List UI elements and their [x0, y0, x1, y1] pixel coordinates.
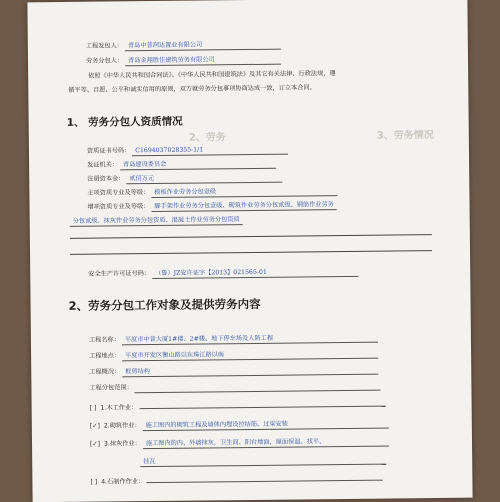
item4-label: 4.石制作作业： — [101, 478, 145, 486]
safety-value: （鲁）JZ安许证字【2013】021565-01 — [152, 267, 358, 279]
item4-checkbox[interactable]: [ ] — [90, 478, 98, 486]
item3-value-2: 挂瓦 — [140, 455, 386, 468]
project-site-row — [89, 349, 378, 362]
intro-line-2: 循平等、自愿、公平和诚实信用的原则，双方就劳务分包事项协商达成一致，订立本合同。 — [68, 84, 316, 94]
item2-checkbox[interactable]: [✓] — [89, 422, 100, 430]
project-site-label: 工程地点： — [89, 352, 121, 360]
item1-value — [139, 406, 385, 410]
project-name-row — [89, 333, 378, 346]
project-summary-label: 工程概况： — [89, 368, 121, 376]
issuer-label: 发证机关： — [87, 161, 119, 169]
subcontractor-label: 劳务分包人： — [85, 57, 124, 65]
project-name-value: 平度市中普大厦1#楼、2#楼、地下停车场及人防工程 — [122, 333, 378, 346]
item2-value: 施工图内的砌筑工程及墙体内埋设拉结筋、过梁安装 — [143, 419, 389, 432]
ghost-text-right: 3、劳务情况 — [376, 130, 434, 142]
scope-item-1 — [90, 401, 386, 413]
section2-title: 2、劳务分包工作对象及提供劳务内容 — [68, 296, 261, 313]
scope-item-2 — [90, 419, 389, 432]
issuer-row — [87, 159, 276, 171]
contract-page — [27, 0, 472, 502]
scope-item-3-cont — [140, 455, 386, 468]
item2-label: 2.砌筑作业： — [103, 422, 141, 430]
subcontractor-value: 青岛金翔胜佳建筑劳务有限公司 — [125, 55, 281, 67]
scope-row — [89, 381, 380, 394]
project-summary-value: 框剪结构 — [122, 365, 378, 378]
main-qual-label: 主项资质专业及等级： — [87, 189, 150, 197]
main-qual-value: 模板作业劳务分包壹级 — [151, 186, 337, 198]
extra-qual-label: 增项资质专业及等级： — [87, 203, 150, 211]
item1-checkbox[interactable]: [ ] — [89, 404, 97, 412]
cert-no-value: C1694037028355-1/1 — [132, 145, 288, 157]
item1-label: 1.木工作业： — [100, 404, 138, 412]
blank-line-1 — [70, 234, 432, 239]
capital-value: 贰佰万元 — [126, 173, 282, 185]
capital-label: 注册资本金： — [87, 175, 125, 183]
subcontractor-row — [86, 55, 281, 67]
scope-label: 工程分包范围： — [89, 384, 133, 392]
extra-qual-value-1: 脚手架作业劳务分包壹级、砌筑作业劳务分包贰级、钢筋作业劳务 — [151, 200, 337, 212]
project-name-label: 工程名称： — [88, 336, 120, 344]
extra-qual-row-2 — [70, 215, 243, 227]
item3-checkbox[interactable]: [✓] — [89, 440, 101, 448]
intro-line-1: 依照《中华人民共和国合同法》、《中华人民共和国建筑法》及其它有关法律、行政法规，遵 — [88, 70, 336, 80]
extra-qual-value-2: 分包贰级、抹灰作业劳务分包资质、混凝土作业劳务分包资质 — [70, 215, 243, 227]
extra-qual-row — [87, 200, 336, 213]
scope-item-4 — [90, 475, 382, 487]
issuer-value: 青岛建设委员会 — [120, 159, 276, 171]
safety-row — [88, 267, 358, 280]
ghost-text-left: 2、劳务 — [188, 132, 226, 144]
item3-label: 3.抹灰作业： — [103, 440, 141, 448]
cert-no-label: 资质证书号码： — [86, 147, 131, 155]
item3-value: 施工图内的内、外墙抹灰，卫生间、阳台地面，屋面保温、找平、 — [143, 437, 389, 450]
cert-no-row — [87, 145, 288, 157]
safety-label: 安全生产许可证号码： — [88, 270, 151, 278]
contractor-label: 工程发包人： — [85, 42, 124, 50]
project-summary-row — [89, 365, 378, 378]
scope-value-line — [135, 381, 381, 394]
item4-value — [146, 480, 382, 483]
main-qual-row — [87, 186, 337, 199]
project-site-value: 平度市开发区衡山路以东珠江路以南 — [122, 349, 378, 362]
section1-title: 1、 劳务分包人资质情况 — [66, 115, 183, 129]
capital-row — [87, 173, 282, 185]
contractor-row — [86, 40, 281, 52]
blank-line-2 — [70, 250, 432, 255]
contractor-value: 青岛中普润达置业有限公司 — [125, 40, 281, 52]
scope-item-3 — [90, 437, 389, 450]
